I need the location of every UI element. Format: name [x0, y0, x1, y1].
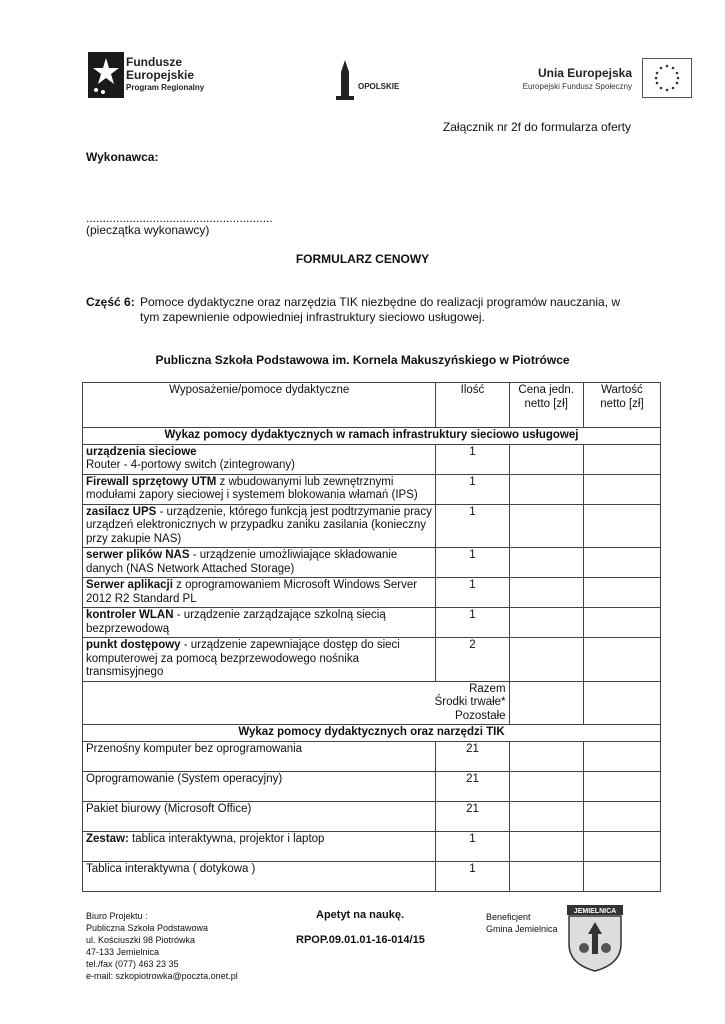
net-value-cell[interactable]	[583, 474, 660, 504]
section2-title: Wykaz pomocy dydaktycznych oraz narzędzi TIK	[83, 725, 661, 742]
footer-left-line: Publiczna Szkoła Podstawowa	[86, 923, 209, 933]
item-cell	[83, 474, 436, 504]
footer-right-line: Gmina Jemielnica	[486, 924, 558, 934]
item-desc: z wbudowanymi lub zewnętrznymi modułami zapory sieciowej i systemem blokowania włamań (IPS)	[86, 475, 418, 501]
form-title: FORMULARZ CENOWY	[295, 252, 430, 266]
fundusze-europejskie-logo	[88, 52, 238, 98]
item-qty: 1	[436, 504, 509, 548]
item-name: urządzenia sieciowe	[86, 445, 197, 458]
item-qty: 2	[436, 638, 509, 682]
footer-left-line: e-mail: szkopiotrowka@poczta.onet.pl	[86, 971, 238, 981]
section1-row	[83, 428, 661, 445]
item-cell	[83, 831, 436, 861]
unit-price-cell[interactable]	[509, 638, 583, 682]
contractor-label: Wykonawca:	[86, 150, 159, 164]
sum-srodki: Środki trwałe*	[434, 696, 506, 708]
ue-logo	[520, 58, 692, 98]
summary-row	[83, 681, 661, 725]
item-cell	[83, 608, 436, 638]
item-name: Serwer aplikacji	[86, 579, 173, 591]
item-cell	[83, 861, 436, 891]
stamp-label: (pieczątka wykonawcy)	[86, 223, 210, 237]
net-value-cell[interactable]	[583, 444, 660, 474]
item-desc: Przenośny komputer bez oprogramowania	[86, 742, 303, 755]
tower-icon	[332, 58, 358, 102]
unit-price-cell[interactable]	[509, 474, 583, 504]
net-value-cell[interactable]	[583, 801, 660, 831]
table-row	[83, 801, 661, 831]
item-cell	[83, 578, 436, 608]
fe-line1: Fundusze	[126, 55, 182, 69]
unit-price-cell[interactable]	[509, 831, 583, 861]
unit-price-cell[interactable]	[509, 861, 583, 891]
sum-razem: Razem	[469, 682, 506, 695]
item-desc: Tablica interaktywna ( dotykowa )	[86, 862, 256, 875]
net-value-cell[interactable]	[583, 831, 660, 861]
unit-price-cell[interactable]	[509, 444, 583, 474]
item-cell	[83, 638, 436, 682]
footer-left-line: Biuro Projektu :	[86, 911, 148, 921]
price-table	[82, 382, 661, 892]
item-desc: z oprogramowaniem Microsoft Windows Server 2012 R2 Standard PL	[86, 579, 418, 605]
summary-labels	[83, 681, 510, 725]
fe-line2: Europejskie	[126, 68, 195, 82]
header-net-value: Wartość netto [zł]	[583, 383, 660, 428]
unit-price-cell[interactable]	[509, 504, 583, 548]
sum-unit-cell[interactable]	[509, 681, 583, 725]
item-desc: - urządzenie zapewniające dostęp do sieci komputerowej za pomocą bezprzewodowego nośnika transmisyjnego	[86, 639, 400, 678]
footer-project-number: RPOP.09.01.01-16-014/15	[296, 934, 425, 946]
item-cell	[83, 771, 436, 801]
item-name: punkt dostępowy	[86, 639, 181, 651]
item-desc: Router - 4-portowy switch (zintegrowany)	[86, 459, 295, 471]
table-row	[83, 474, 661, 504]
item-qty: 21	[436, 801, 509, 831]
footer-right-line: Beneficjent	[486, 912, 531, 922]
net-value-cell[interactable]	[583, 741, 660, 771]
item-desc: tablica interaktywna, projektor i laptop	[128, 832, 325, 845]
table-header-row	[83, 383, 661, 428]
item-desc: Pakiet biurowy (Microsoft Office)	[86, 802, 252, 815]
sum-value-cell[interactable]	[583, 681, 660, 725]
table-row	[83, 771, 661, 801]
unit-price-cell[interactable]	[509, 801, 583, 831]
footer-left-line: tel./fax (077) 463 23 35	[86, 959, 179, 969]
item-cell	[83, 444, 436, 474]
header-unit-price: Cena jedn. netto [zł]	[509, 383, 583, 428]
item-qty: 1	[436, 444, 509, 474]
item-qty: 1	[436, 608, 509, 638]
header-qty: Ilość	[436, 383, 509, 428]
opolskie-logo	[332, 58, 404, 102]
fe-line3: Program Regionalny	[126, 83, 205, 92]
crest-text: JEMIELNICA	[573, 908, 617, 915]
table-row	[83, 444, 661, 474]
part-label: Część 6:	[86, 295, 135, 309]
item-cell	[83, 504, 436, 548]
item-qty: 21	[436, 741, 509, 771]
item-name: Firewall sprzętowy UTM	[86, 475, 217, 488]
table-row	[83, 741, 661, 771]
item-name: kontroler WLAN	[86, 609, 174, 621]
item-name: zasilacz UPS	[86, 505, 157, 518]
opolskie-text: OPOLSKIE	[358, 82, 400, 91]
item-desc: Oprogramowanie (System operacyjny)	[86, 772, 283, 785]
attachment-label: Załącznik nr 2f do formularza oferty	[442, 120, 631, 134]
net-value-cell[interactable]	[583, 638, 660, 682]
school-name: Publiczna Szkoła Podstawowa im. Kornela Makuszyńskiego w Piotrówce	[155, 353, 570, 367]
item-cell	[83, 801, 436, 831]
item-desc: - urządzenie zarządzające szkolną siecią bezprzewodową	[86, 609, 386, 635]
table-row	[83, 861, 661, 891]
section2-row	[83, 725, 661, 742]
table-row	[83, 608, 661, 638]
net-value-cell[interactable]	[583, 608, 660, 638]
item-name: serwer plików NAS	[86, 549, 190, 561]
table-row	[83, 504, 661, 548]
footer-motto: Apetyt na naukę.	[316, 909, 405, 921]
fe-star-icon	[88, 52, 124, 98]
item-desc: - urządzenie, którego funkcją jest podtrzymanie pracy urządzeń elektronicznych w przypadku zaniku zasilania (konieczny przy zakupie NAS)	[86, 505, 432, 545]
net-value-cell[interactable]	[583, 771, 660, 801]
jemielnica-crest-icon	[566, 904, 624, 972]
table-row	[83, 638, 661, 682]
item-qty: 1	[436, 831, 509, 861]
net-value-cell[interactable]	[583, 861, 660, 891]
part-text: Pomoce dydaktyczne oraz narzędzia TIK niezbędne do realizacji programów nauczania, w tym zapewnienie odpowiedniej infrastruktury sieciowo usługowej.	[140, 295, 621, 324]
footer-left-line: 47-133 Jemielnica	[86, 947, 160, 957]
section1-title: Wykaz pomocy dydaktycznych w ramach infrastruktury sieciowo usługowej	[83, 428, 661, 445]
item-name: Zestaw:	[86, 832, 129, 845]
eu-flag-icon	[642, 58, 692, 98]
item-desc: - urządzenie umożliwiające składowanie danych (NAS Network Attached Storage)	[86, 549, 398, 575]
footer-left-line: ul. Kościuszki 98 Piotrówka	[86, 935, 196, 945]
unit-price-cell[interactable]	[509, 771, 583, 801]
table-row	[83, 831, 661, 861]
item-qty: 1	[436, 578, 509, 608]
footer-beneficiary	[486, 911, 558, 935]
unit-price-cell[interactable]	[509, 578, 583, 608]
sum-pozostale: Pozostałe	[455, 709, 506, 722]
unit-price-cell[interactable]	[509, 548, 583, 578]
footer-address	[86, 910, 238, 982]
unit-price-cell[interactable]	[509, 608, 583, 638]
net-value-cell[interactable]	[583, 548, 660, 578]
item-qty: 21	[436, 771, 509, 801]
unit-price-cell[interactable]	[509, 741, 583, 771]
ue-sub: Europejski Fundusz Społeczny	[522, 82, 632, 91]
net-value-cell[interactable]	[583, 504, 660, 548]
header-equipment: Wyposażenie/pomoce dydaktyczne	[83, 383, 436, 428]
item-cell	[83, 548, 436, 578]
part-description	[86, 295, 646, 324]
item-qty: 1	[436, 474, 509, 504]
table-row	[83, 578, 661, 608]
item-cell	[83, 741, 436, 771]
item-qty: 1	[436, 861, 509, 891]
signature-dots: ........................................................	[86, 211, 273, 225]
table-row	[83, 548, 661, 578]
ue-title: Unia Europejska	[537, 66, 632, 80]
net-value-cell[interactable]	[583, 578, 660, 608]
item-qty: 1	[436, 548, 509, 578]
